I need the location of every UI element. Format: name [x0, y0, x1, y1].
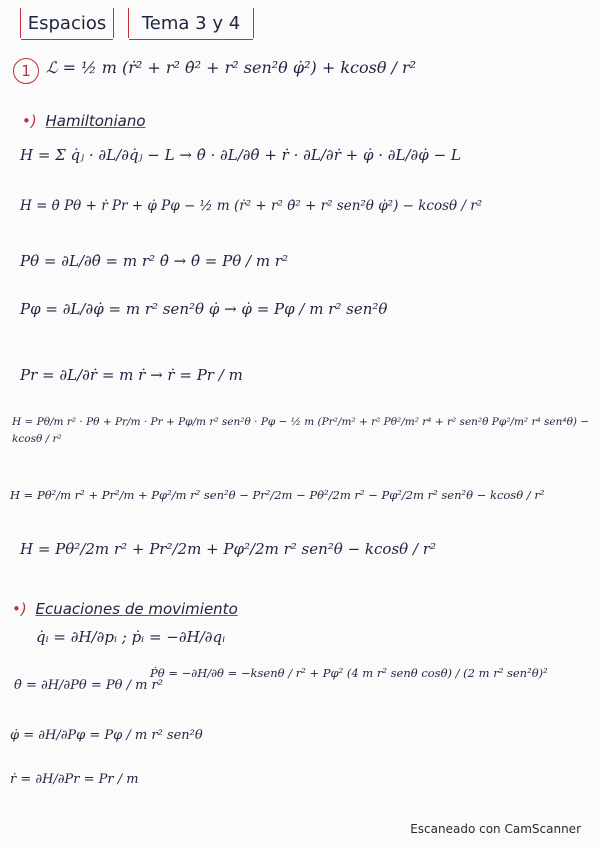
section-title: Hamiltoniano — [45, 112, 146, 130]
momentum-phi: Pφ = ∂L/∂φ̇ = m r² sen²θ φ̇ → φ̇ = Pφ / m r² sen²θ — [20, 300, 388, 318]
header-tab-label: Tema 3 y 4 — [141, 12, 241, 34]
r-dot-equation: ṙ = ∂H/∂Pr = Pr / m — [10, 772, 139, 787]
section-title: Ecuaciones de movimiento — [35, 600, 238, 618]
theta-dot-equation: θ̇ = ∂H/∂Pθ = Pθ / m r² — [14, 678, 163, 693]
lagrangian-equation: ℒ = ½ m (ṙ² + r² θ̇² + r² sen²θ φ̇²) + kcosθ / r² — [46, 58, 417, 77]
section-hamiltoniano — [22, 112, 146, 130]
scanner-watermark: Escaneado con CamScanner — [410, 822, 581, 836]
header-tab-espacios — [20, 8, 114, 38]
bullet-icon: •) — [12, 600, 27, 618]
phi-dot-equation: φ̇ = ∂H/∂Pφ = Pφ / m r² sen²θ — [10, 728, 203, 743]
hamiltonian-definition: H = Σ q̇ⱼ · ∂L/∂q̇ⱼ − L → θ̇ · ∂L/∂θ̇ + ṙ · ∂L/∂ṙ + φ̇ · ∂L/∂φ̇ − L — [20, 146, 461, 164]
problem-number: 1 — [13, 58, 39, 84]
hamilton-equations: q̇ᵢ = ∂H/∂pᵢ ; ṗᵢ = −∂H/∂qᵢ — [36, 628, 226, 646]
momentum-theta: Pθ = ∂L/∂θ̇ = m r² θ̇ → θ̇ = Pθ / m r² — [20, 252, 288, 270]
hamiltonian-substituted: H = Pθ/m r² · Pθ + Pr/m · Pr + Pφ/m r² sen²θ · Pφ − ½ m (Pr²/m² + r² Pθ²/m² r⁴ + r² sen²θ Pφ²/m² r⁴ sen⁴θ) − kcosθ / r² — [12, 416, 590, 445]
momentum-r: Pr = ∂L/∂ṙ = m ṙ → ṙ = Pr / m — [20, 366, 243, 384]
hamiltonian-expanded: H = θ̇ Pθ + ṙ Pr + φ̇ Pφ − ½ m (ṙ² + r² θ̇² + r² sen²θ φ̇²) − kcosθ / r² — [20, 198, 483, 214]
header-tab-tema — [128, 8, 254, 38]
section-ecuaciones — [12, 600, 238, 618]
header-tab-label: Espacios — [27, 12, 107, 34]
p-theta-dot-equation: Ṗθ = −∂H/∂θ = −ksenθ / r² + Pφ² (4 m r² senθ cosθ) / (2 m r² sen²θ)² — [150, 666, 548, 680]
bullet-icon: •) — [22, 112, 37, 130]
hamiltonian-final: H = Pθ²/2m r² + Pr²/2m + Pφ²/2m r² sen²θ − kcosθ / r² — [20, 540, 436, 558]
hamiltonian-simplify: H = Pθ²/m r² + Pr²/m + Pφ²/m r² sen²θ − Pr²/2m − Pθ²/2m r² − Pφ²/2m r² sen²θ − kcosθ / r² — [10, 488, 545, 502]
